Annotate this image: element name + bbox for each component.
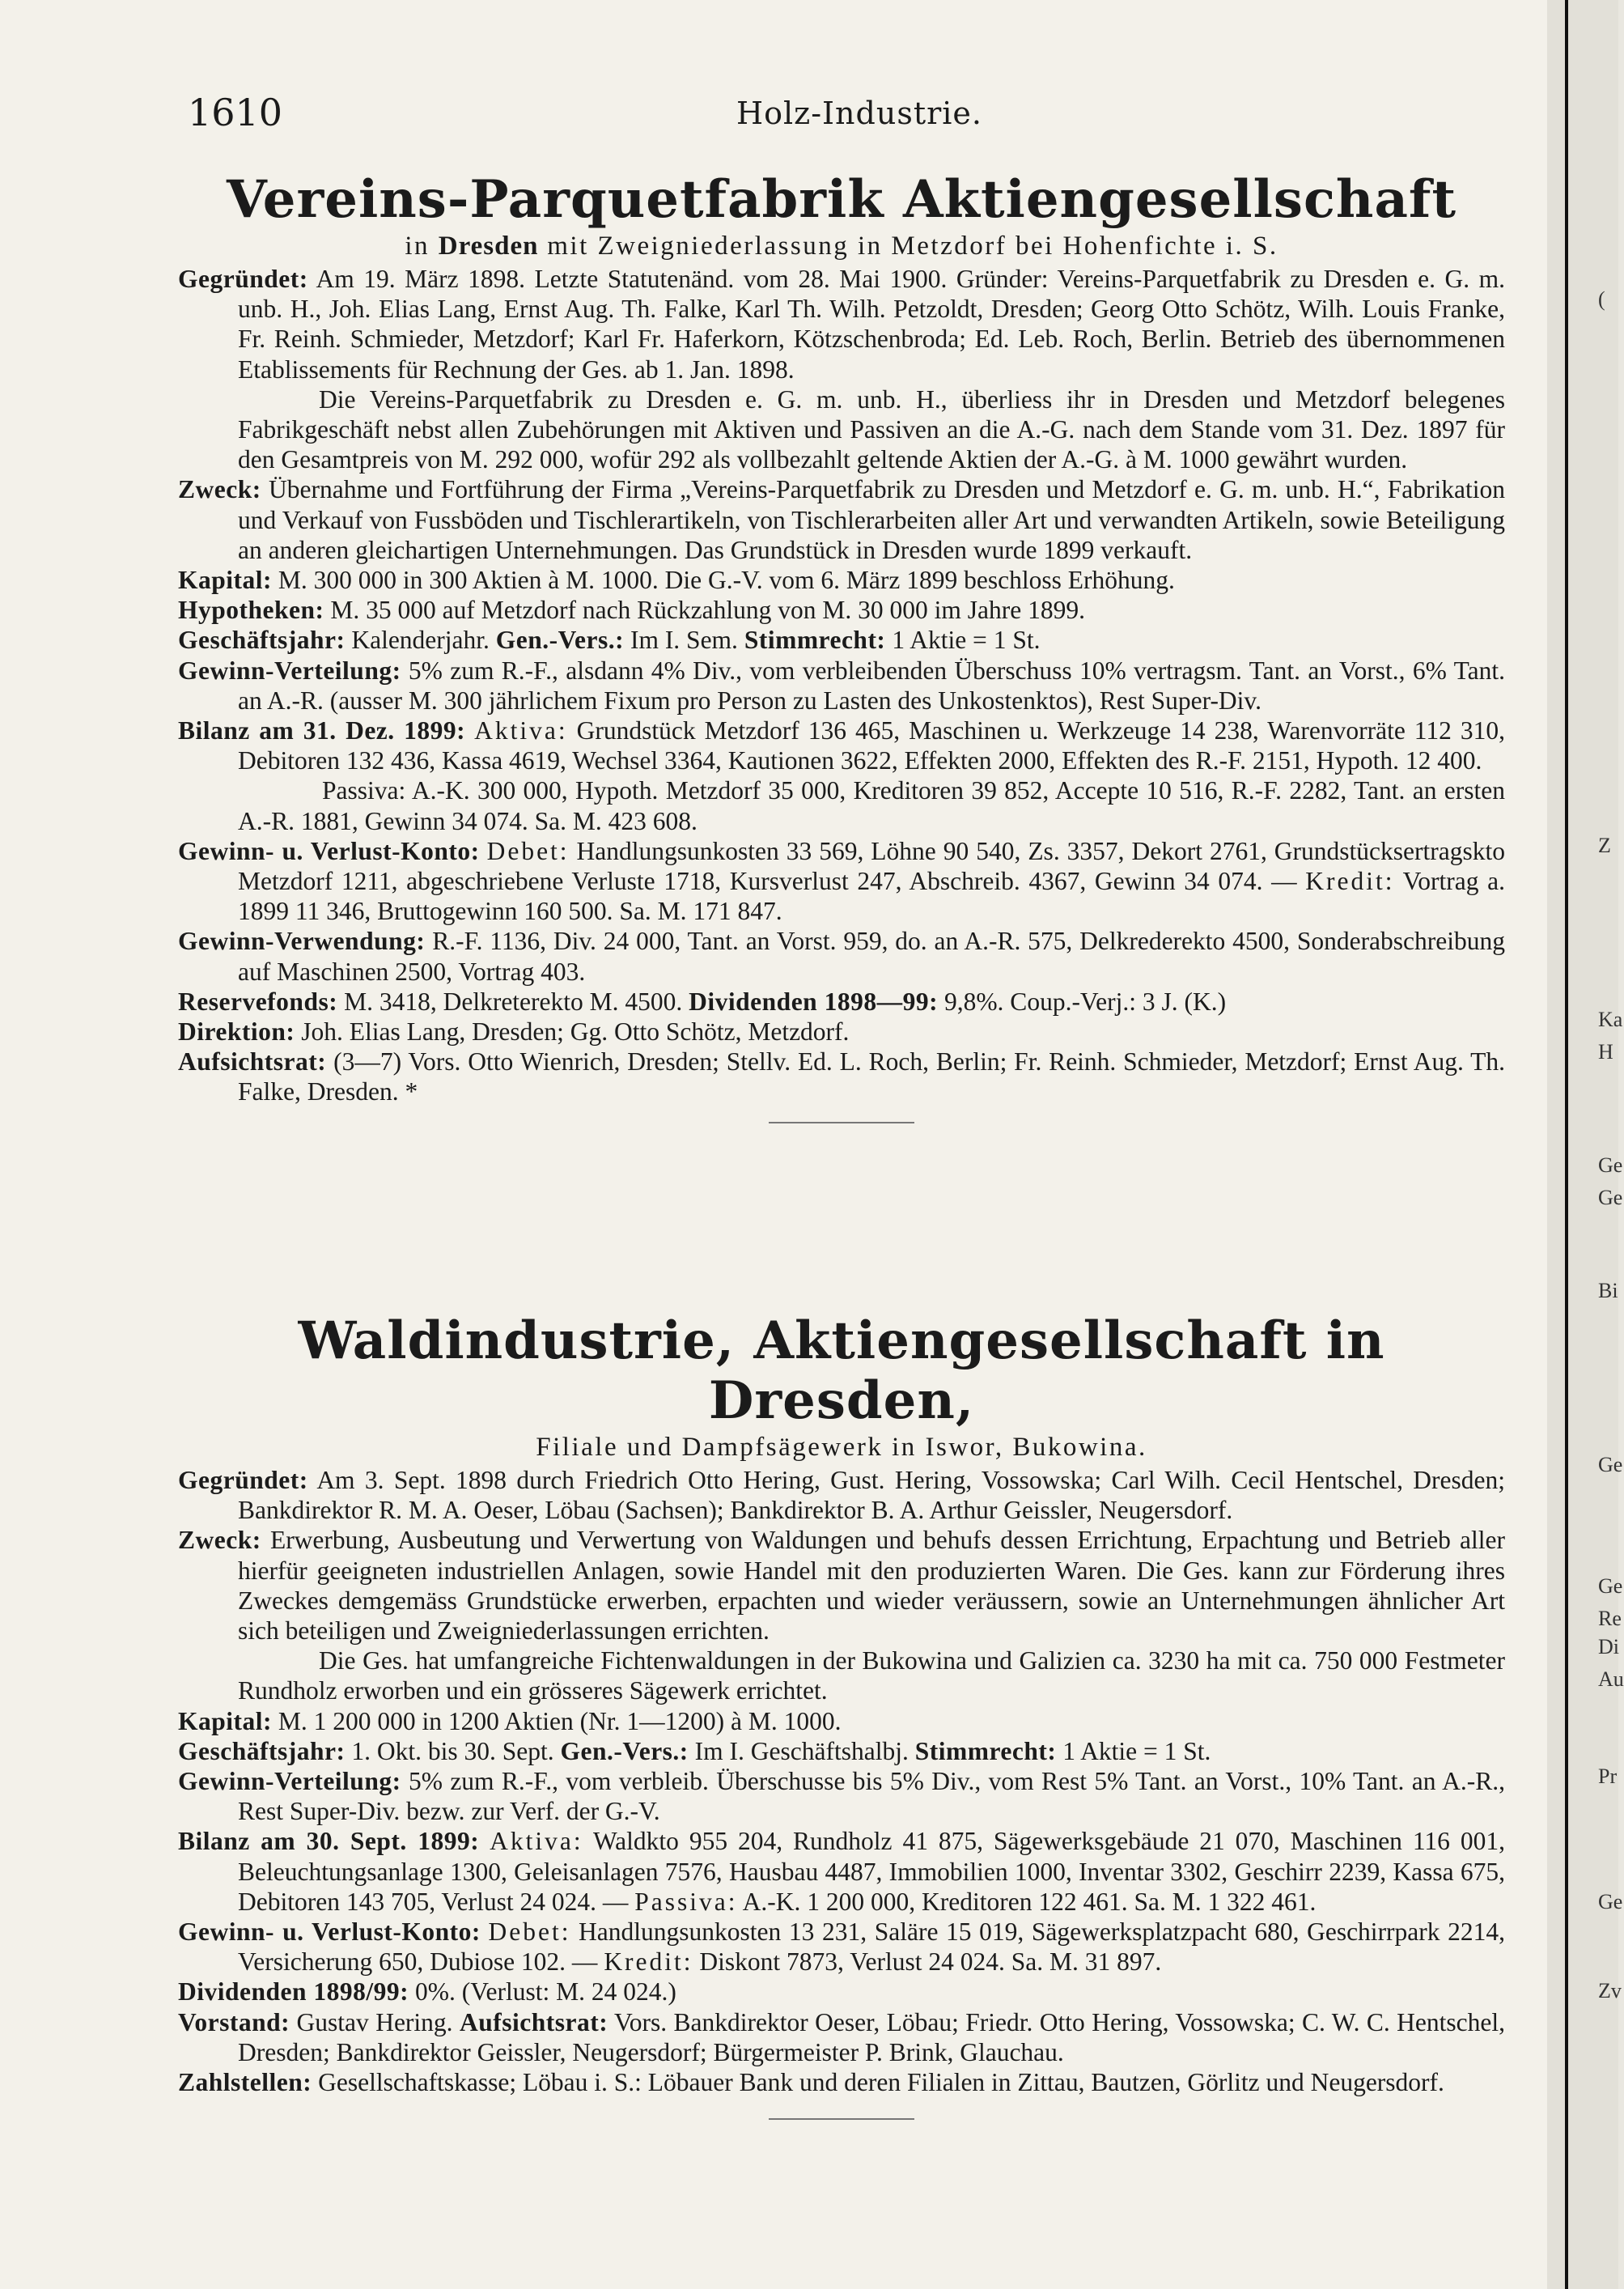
- entry-label: Kapital:: [178, 1706, 273, 1735]
- entry-label: Bilanz am 31. Dez. 1899:: [178, 716, 466, 745]
- entry-kapital: [178, 565, 1505, 595]
- entry-text: Joh. Elias Lang, Dresden; Gg. Otto Schötz, Metzdorf.: [295, 1017, 850, 1047]
- section-divider: [769, 2118, 914, 2120]
- entry-label: Hypotheken:: [178, 596, 324, 625]
- company-subtitle: [178, 230, 1505, 262]
- entry-label: Aufsichtsrat:: [178, 1047, 327, 1077]
- entry-text: A.-K. 1 200 000, Kreditoren 122 461. Sa. M. 1 322 461.: [737, 1887, 1317, 1916]
- company-entry-waldindustrie: [178, 1311, 1505, 2131]
- margin-fragment: Pr: [1598, 1765, 1618, 1788]
- entry-label: Zweck:: [178, 475, 261, 504]
- margin-fragment: Ge: [1598, 1574, 1623, 1598]
- company-subtitle: Filiale und Dampfsägewerk in Iswor, Bukowina.: [536, 1433, 1147, 1462]
- subtitle-rest: mit Zweigniederlassung in Metzdorf bei Hohenfichte i. S.: [538, 231, 1278, 261]
- entry-label: Gen.-Vers.:: [495, 626, 625, 655]
- entry-label: Vorstand:: [178, 2007, 290, 2036]
- entry-label: Bilanz am 30. Sept. 1899:: [178, 1827, 480, 1856]
- margin-fragment: Ge: [1598, 1186, 1623, 1209]
- entry-label: Stimmrecht:: [914, 1736, 1057, 1765]
- entry-label: Gewinn-Verteilung:: [178, 1767, 401, 1796]
- entry-text: Waldkto 955 204, Rundholz 41 875, Sägewerksgebäude 21 070, Maschinen 116 001, Beleuchtungsanlage 1300, Geleisanlagen 7576, Hausbau 4487, Immobilien 1000, Inventar 3302, Geschirr 2239, Kassa 675, Debitoren 143 705, Verlust 24 024. —: [238, 1827, 1505, 1916]
- company-entry-vereins-parquetfabrik: [178, 170, 1505, 1135]
- entry-text: Kalenderjahr.: [345, 626, 496, 655]
- margin-fragment: Ge: [1598, 1153, 1623, 1177]
- entry-direktion: [178, 1017, 1505, 1047]
- entry-label: Gewinn-Verwendung:: [178, 927, 426, 956]
- entry-text: 1. Okt. bis 30. Sept.: [345, 1736, 561, 1765]
- kredit-word: Kredit:: [1305, 867, 1395, 896]
- entry-text: 5% zum R.-F., alsdann 4% Div., vom verbleibenden Überschuss 10% vertragsm. Tant. an Vorst., 6% Tant. an A.-R. (ausser M. 300 jährlichem Fixum pro Person zu Lasten des Unkostenktos), Rest Super-Div.: [238, 656, 1505, 715]
- debet-word: Debet:: [488, 1917, 571, 1947]
- entry-text: 1 Aktie = 1 St.: [1056, 1736, 1211, 1765]
- entry-text: Im I. Geschäftshalbj.: [688, 1736, 915, 1765]
- aktiva-word: Aktiva:: [474, 716, 568, 745]
- company-title: Vereins-Parquetfabrik Aktiengesellschaft: [227, 169, 1457, 230]
- entry-gewinn-verlust-konto: [178, 836, 1505, 927]
- entry-label: Gegründet:: [178, 265, 308, 293]
- running-title: Holz-Industrie.: [736, 96, 982, 131]
- entry-label: Gewinn-Verteilung:: [178, 656, 401, 685]
- entry-aufsichtsrat: [178, 1047, 1505, 1106]
- entry-text: Gustav Hering.: [290, 2007, 460, 2036]
- entry-text: Handlungsunkosten 33 569, Löhne 90 540, Zs. 3357, Dekort 2761, Grundstücksertragskto Metzdorf 1211, abgeschriebene Verluste 1718, Kursverlust 247, Abschreib. 4367, Gewinn 34 074. —: [238, 836, 1505, 896]
- entry-dividenden: [178, 1977, 1505, 2007]
- entry-zweck: [178, 474, 1505, 565]
- margin-fragment: Ka: [1598, 1008, 1623, 1031]
- entry-text: M. 300 000 in 300 Aktien à M. 1000. Die G.-V. vom 6. März 1899 beschloss Erhöhung.: [272, 566, 1175, 595]
- entry-hypotheken: [178, 595, 1505, 625]
- margin-fragment: Bi: [1598, 1279, 1618, 1302]
- page-gutter-line: [1565, 0, 1568, 2289]
- entry-label: Direktion:: [178, 1017, 295, 1047]
- entry-label: Geschäftsjahr:: [178, 1736, 346, 1765]
- entry-reservefonds: [178, 987, 1505, 1017]
- entry-text: 0%. (Verlust: M. 24 024.): [409, 1977, 676, 2007]
- entry-gewinn-verteilung: [178, 656, 1505, 716]
- debet-word: Debet:: [486, 836, 570, 865]
- margin-fragment: Zv: [1598, 1979, 1622, 2002]
- margin-fragment: Ge: [1598, 1890, 1623, 1913]
- entry-label: Gewinn- u. Verlust-Konto:: [178, 836, 480, 865]
- entry-text: Vortrag a. 1899 11 346, Bruttogewinn 160 500. Sa. M. 171 847.: [238, 867, 1505, 926]
- subtitle-city: Dresden: [438, 231, 539, 261]
- margin-fragment: H: [1598, 1040, 1613, 1064]
- entry-label: Stimmrecht:: [744, 626, 886, 655]
- entry-text: Handlungsunkosten 13 231, Saläre 15 019, Sägewerksplatzpacht 680, Geschirrpark 2214, Versicherung 650, Dubiose 102. —: [238, 1917, 1505, 1977]
- entry-geschaeftsjahr: [178, 1736, 1505, 1766]
- entry-zweck-paragraph: Die Ges. hat umfangreiche Fichtenwaldungen in der Bukowina und Galizien ca. 3230 ha mit ca. 750 000 Festmeter Rundholz erworben und ein grösseres Sägewerk errichtet.: [238, 1646, 1505, 1705]
- entry-text: M. 1 200 000 in 1200 Aktien (Nr. 1—1200) à M. 1000.: [272, 1706, 842, 1735]
- entry-label: Aufsichtsrat:: [459, 2007, 608, 2036]
- entry-text: 9,8%. Coup.-Verj.: 3 J. (K.): [938, 987, 1227, 1016]
- margin-fragment: Ge: [1598, 1453, 1623, 1476]
- company-title: Waldindustrie, Aktiengesellschaft in Dresden,: [298, 1310, 1385, 1431]
- entry-text: Diskont 7873, Verlust 24 024. Sa. M. 31 897.: [693, 1947, 1162, 1977]
- entry-kapital: [178, 1706, 1505, 1736]
- entry-gewinn-verlust-konto: [178, 1917, 1505, 1977]
- margin-fragment: Z: [1598, 834, 1611, 857]
- entry-gegruendet-paragraph: Die Vereins-Parquetfabrik zu Dresden e. G. m. unb. H., überliess ihr in Dresden und Metzdorf belegenes Fabrikgeschäft nebst allen Zubehörungen mit Aktiven und Passiven an die A.-G. nach dem Stande vom 31. Dez. 1897 für den Gesamtpreis von M. 292 000, wofür 292 als vollbezahlt geltende Aktien der A.-G. à M. 1000 gewährt wurden.: [238, 384, 1505, 474]
- entry-text: A.-K. 300 000, Hypoth. Metzdorf 35 000, Kreditoren 39 852, Accepte 10 516, R.-F. 2282, Tant. an ersten A.-R. 1881, Gewinn 34 074. Sa. M. 423 608.: [238, 776, 1505, 835]
- entry-label: Gewinn- u. Verlust-Konto:: [178, 1917, 481, 1947]
- entry-text: M. 35 000 auf Metzdorf nach Rückzahlung von M. 30 000 im Jahre 1899.: [324, 596, 1085, 625]
- passiva-word: Passiva:: [322, 776, 406, 805]
- entry-label: Dividenden 1898/99:: [178, 1977, 409, 2007]
- entry-text: R.-F. 1136, Div. 24 000, Tant. an Vorst. 959, do. an A.-R. 575, Delkrederekto 4500, Sonderabschreibung auf Maschinen 2500, Vortrag 403.: [238, 927, 1505, 986]
- aktiva-word: Aktiva:: [490, 1827, 583, 1856]
- entry-zahlstellen: [178, 2067, 1505, 2097]
- margin-fragment: Re: [1598, 1607, 1622, 1630]
- entry-label: Reservefonds:: [178, 987, 338, 1016]
- entry-text: Am 19. März 1898. Letzte Statutenänd. vom 28. Mai 1900. Gründer: Vereins-Parquetfabrik zu Dresden e. G. m. unb. H., Joh. Elias Lang, Ernst Aug. Th. Falke, Karl Th. Wilh. Petzoldt, Dresden; Georg Otto Schötz, Wilh. Louis Franke, Fr. Reinh. Schmieder, Metzdorf; Karl Fr. Haferkorn, Kötzschenbroda; Ed. Leb. Roch, Berlin. Betrieb des übernommenen Etablissements für Rechnung der Ges. ab 1. Jan. 1898.: [238, 265, 1505, 384]
- margin-fragment: Di: [1598, 1635, 1619, 1658]
- section-divider: [769, 1122, 914, 1123]
- page-number: 1610: [188, 91, 283, 134]
- entry-label: Gen.-Vers.:: [560, 1736, 689, 1765]
- entry-label: Gegründet:: [178, 1466, 308, 1494]
- entry-gegruendet: [178, 264, 1505, 384]
- subtitle-prefix: in: [405, 231, 439, 261]
- entry-text: Übernahme und Fortführung der Firma „Vereins-Parquetfabrik zu Dresden und Metzdorf e. G. m. unb. H.“, Fabrikation und Verkauf von Fussböden und Tischlerartikeln, von Tischlerarbeiten aller Art und verwandten Artikeln, sowie Beteiligung an anderen gleichartigen Unternehmungen. Das Grundstück in Dresden wurde 1899 verkauft.: [238, 475, 1505, 564]
- entry-text: 5% zum R.-F., vom verbleib. Überschusse bis 5% Div., vom Rest 5% Tant. an Vorst., 10% Tant. an A.-R., Rest Super-Div. bezw. zur Verf. der G.-V.: [238, 1767, 1505, 1826]
- entry-label: Kapital:: [178, 566, 273, 595]
- adjacent-page-edge: [1547, 0, 1618, 2289]
- entry-text: Gesellschaftskasse; Löbau i. S.: Löbauer Bank und deren Filialen in Zittau, Bautzen, Görlitz und Neugersdorf.: [312, 2068, 1444, 2097]
- entry-bilanz: [178, 716, 1505, 775]
- entry-label: Zahlstellen:: [178, 2068, 312, 2097]
- entry-text: M. 3418, Delkreterekto M. 4500.: [337, 987, 689, 1016]
- entry-label: Zweck:: [178, 1526, 261, 1555]
- entry-vorstand: [178, 2007, 1505, 2067]
- entry-text: Am 3. Sept. 1898 durch Friedrich Otto Hering, Gust. Hering, Vossowska; Carl Wilh. Cecil Hentschel, Dresden; Bankdirektor R. M. A. Oeser, Löbau (Sachsen); Bankdirektor B. A. Arthur Geissler, Neugersdorf.: [238, 1466, 1505, 1525]
- entry-text: 1 Aktie = 1 St.: [885, 626, 1041, 655]
- entry-geschaeftsjahr: [178, 625, 1505, 655]
- entry-label: Geschäftsjahr:: [178, 626, 346, 655]
- entry-zweck: [178, 1525, 1505, 1646]
- entry-gegruendet: [178, 1465, 1505, 1525]
- kredit-word: Kredit:: [604, 1947, 693, 1977]
- entry-gewinn-verwendung: [178, 926, 1505, 986]
- margin-fragment: Au: [1598, 1667, 1624, 1691]
- entry-bilanz-passiva: [178, 775, 1505, 835]
- entry-bilanz: [178, 1826, 1505, 1917]
- entry-label: Dividenden 1898—99:: [689, 987, 939, 1016]
- entry-text: Erwerbung, Ausbeutung und Verwertung von Waldungen und behufs dessen Errichtung, Erpachtung und Betrieb aller hierfür geeigneten industriellen Anlagen, sowie Handel mit den produzierten Waren. Die Ges. kann zur Förderung ihres Zweckes demgemäss Grundstücke erwerben, erpachten und wieder veräussern, sowie an Unternehmungen ähnlicher Art sich beteiligen und Zweigniederlassungen errichten.: [238, 1526, 1505, 1646]
- entry-text: Vors. Bankdirektor Oeser, Löbau; Friedr. Otto Hering, Vossowska; C. W. C. Hentschel, Dresden; Bankdirektor Geissler, Neugersdorf; Bürgermeister P. Brink, Glauchau.: [238, 2007, 1505, 2066]
- entry-text: Im I. Sem.: [624, 626, 744, 655]
- page-header: [188, 91, 1531, 139]
- passiva-word: Passiva:: [634, 1887, 738, 1916]
- entry-text: (3—7) Vors. Otto Wienrich, Dresden; Stellv. Ed. L. Roch, Berlin; Fr. Reinh. Schmieder, Metzdorf; Ernst Aug. Th. Falke, Dresden. *: [238, 1047, 1505, 1106]
- entry-gewinn-verteilung: [178, 1766, 1505, 1826]
- margin-fragment: (: [1598, 287, 1605, 311]
- entry-text: Grundstück Metzdorf 136 465, Maschinen u. Werkzeuge 14 238, Warenvorräte 112 310, Debitoren 132 436, Kassa 4619, Wechsel 3364, Kautionen 3622, Effekten 2000, Effekten des R.-F. 2151, Hypoth. 12 400.: [238, 716, 1505, 775]
